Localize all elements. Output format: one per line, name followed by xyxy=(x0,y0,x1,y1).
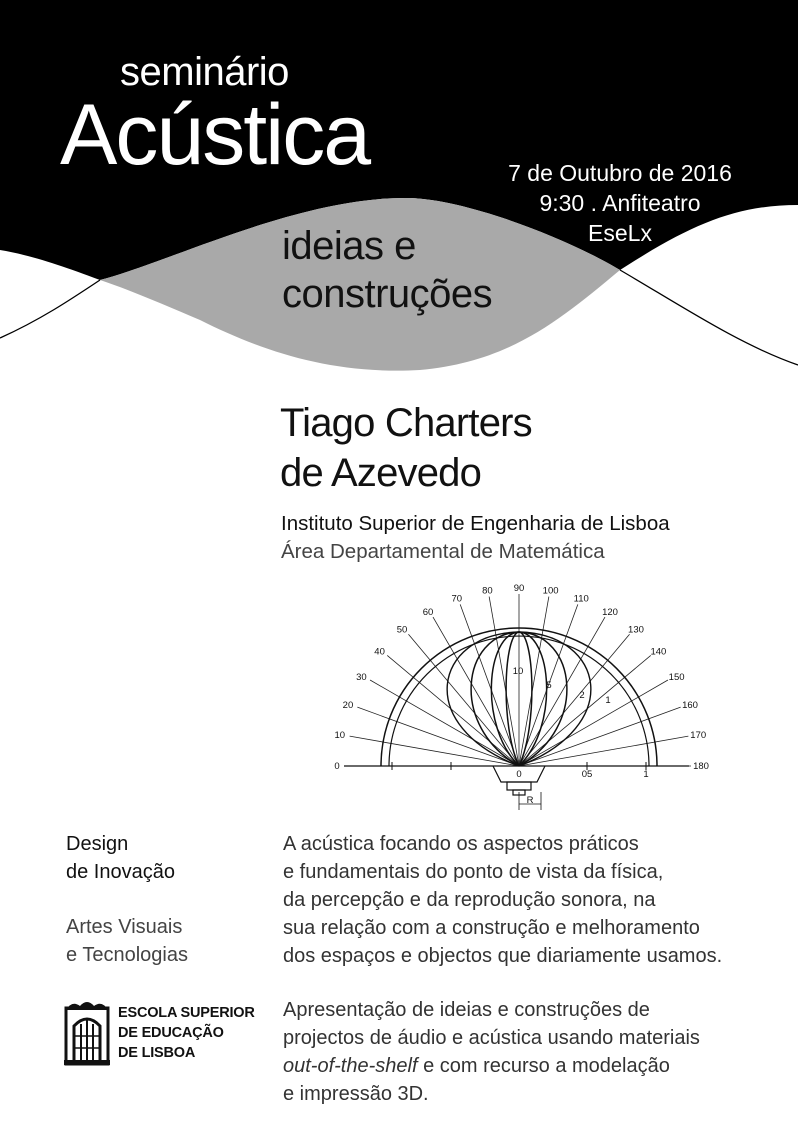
school-name xyxy=(118,1003,255,1063)
angle-label: 110 xyxy=(573,593,589,605)
speaker-name-line1: Tiago Charters xyxy=(280,401,532,445)
event-date: 7 de Outubro de 2016 xyxy=(508,160,732,186)
ratio-label: 0 xyxy=(516,769,522,780)
angle-label: 90 xyxy=(513,583,525,594)
subtitle-line1: ideias e xyxy=(282,224,416,268)
school-name-line2: DE EDUCAÇÃO xyxy=(118,1025,224,1041)
curve-label: 2 xyxy=(579,690,585,701)
page-title: Acústica xyxy=(60,87,370,183)
angle-label: 0 xyxy=(334,761,340,772)
description-italic-phrase: out-of-the-shelf xyxy=(283,1055,418,1077)
arts-line2: e Tecnologias xyxy=(66,944,188,966)
description-line: e fundamentais do ponto de vista da física, xyxy=(283,861,664,883)
ratio-label: 05 xyxy=(581,769,593,780)
description-line: dos espaços e objectos que diariamente usamos. xyxy=(283,945,723,967)
angle-label: 60 xyxy=(422,606,434,618)
curve-label: 5 xyxy=(546,680,552,691)
school-name-line3: DE LISBOA xyxy=(118,1045,196,1061)
angle-label: 70 xyxy=(451,593,463,605)
wave-line-right xyxy=(620,270,798,365)
seminar-label: seminário xyxy=(120,50,289,94)
speaker-department: Área Departamental de Matemática xyxy=(281,540,605,563)
angle-label: 130 xyxy=(628,624,644,636)
description-line xyxy=(283,1052,763,1080)
description-line: da percepção e da reprodução sonora, na xyxy=(283,889,656,911)
speaker-name-line2: de Azevedo xyxy=(280,451,482,495)
wave-line-left xyxy=(0,280,100,338)
design-line2: de Inovação xyxy=(66,861,175,883)
angle-label: 40 xyxy=(374,646,385,658)
angle-label: 170 xyxy=(690,730,707,742)
angle-label: 180 xyxy=(693,761,709,772)
angle-label: 80 xyxy=(482,585,493,597)
angle-rays xyxy=(347,594,691,766)
description-paragraph-1 xyxy=(283,830,763,970)
curve-label: 1 xyxy=(605,695,611,706)
school-logo-icon xyxy=(64,1000,110,1066)
polar-directivity-diagram xyxy=(336,574,716,824)
description-line: sua relação com a construção e melhoramento xyxy=(283,917,700,939)
subtitle xyxy=(282,222,492,318)
angle-label: 10 xyxy=(334,730,346,742)
description-line: e impressão 3D. xyxy=(283,1083,429,1105)
school-name-line1: ESCOLA SUPERIOR xyxy=(118,1005,255,1021)
department-design xyxy=(66,830,175,886)
event-details xyxy=(470,158,770,248)
description-line: Apresentação de ideias e construções de xyxy=(283,999,650,1021)
angle-label: 140 xyxy=(650,646,667,658)
speaker-institution: Instituto Superior de Engenharia de Lisboa xyxy=(281,512,670,535)
curve-label: 10 xyxy=(512,666,524,677)
description-line: projectos de áudio e acústica usando materiais xyxy=(283,1027,700,1049)
event-time-place: 9:30 . Anfiteatro xyxy=(539,190,701,216)
ratio-label: 1 xyxy=(643,769,649,780)
speaker-name xyxy=(280,398,532,498)
description-line-rest: e com recurso a modelação xyxy=(417,1055,670,1077)
description-line: A acústica focando os aspectos práticos xyxy=(283,833,639,855)
description-paragraph-2 xyxy=(283,996,763,1108)
source-base xyxy=(507,782,531,790)
department-arts xyxy=(66,913,188,969)
angle-label: 160 xyxy=(682,700,698,712)
angle-label: 120 xyxy=(602,606,618,618)
angle-label: 150 xyxy=(668,672,685,683)
event-venue: EseLx xyxy=(588,220,652,246)
angle-label: 30 xyxy=(356,672,367,683)
angle-labels xyxy=(334,583,709,806)
angle-label: 20 xyxy=(342,700,354,712)
speaker-affiliation xyxy=(281,510,670,566)
subtitle-line2: construções xyxy=(282,272,493,316)
design-line1: Design xyxy=(66,833,129,855)
angle-label: 50 xyxy=(396,624,408,636)
arts-line1: Artes Visuais xyxy=(66,916,183,938)
radius-label: R xyxy=(526,795,534,806)
angle-label: 100 xyxy=(542,585,559,597)
